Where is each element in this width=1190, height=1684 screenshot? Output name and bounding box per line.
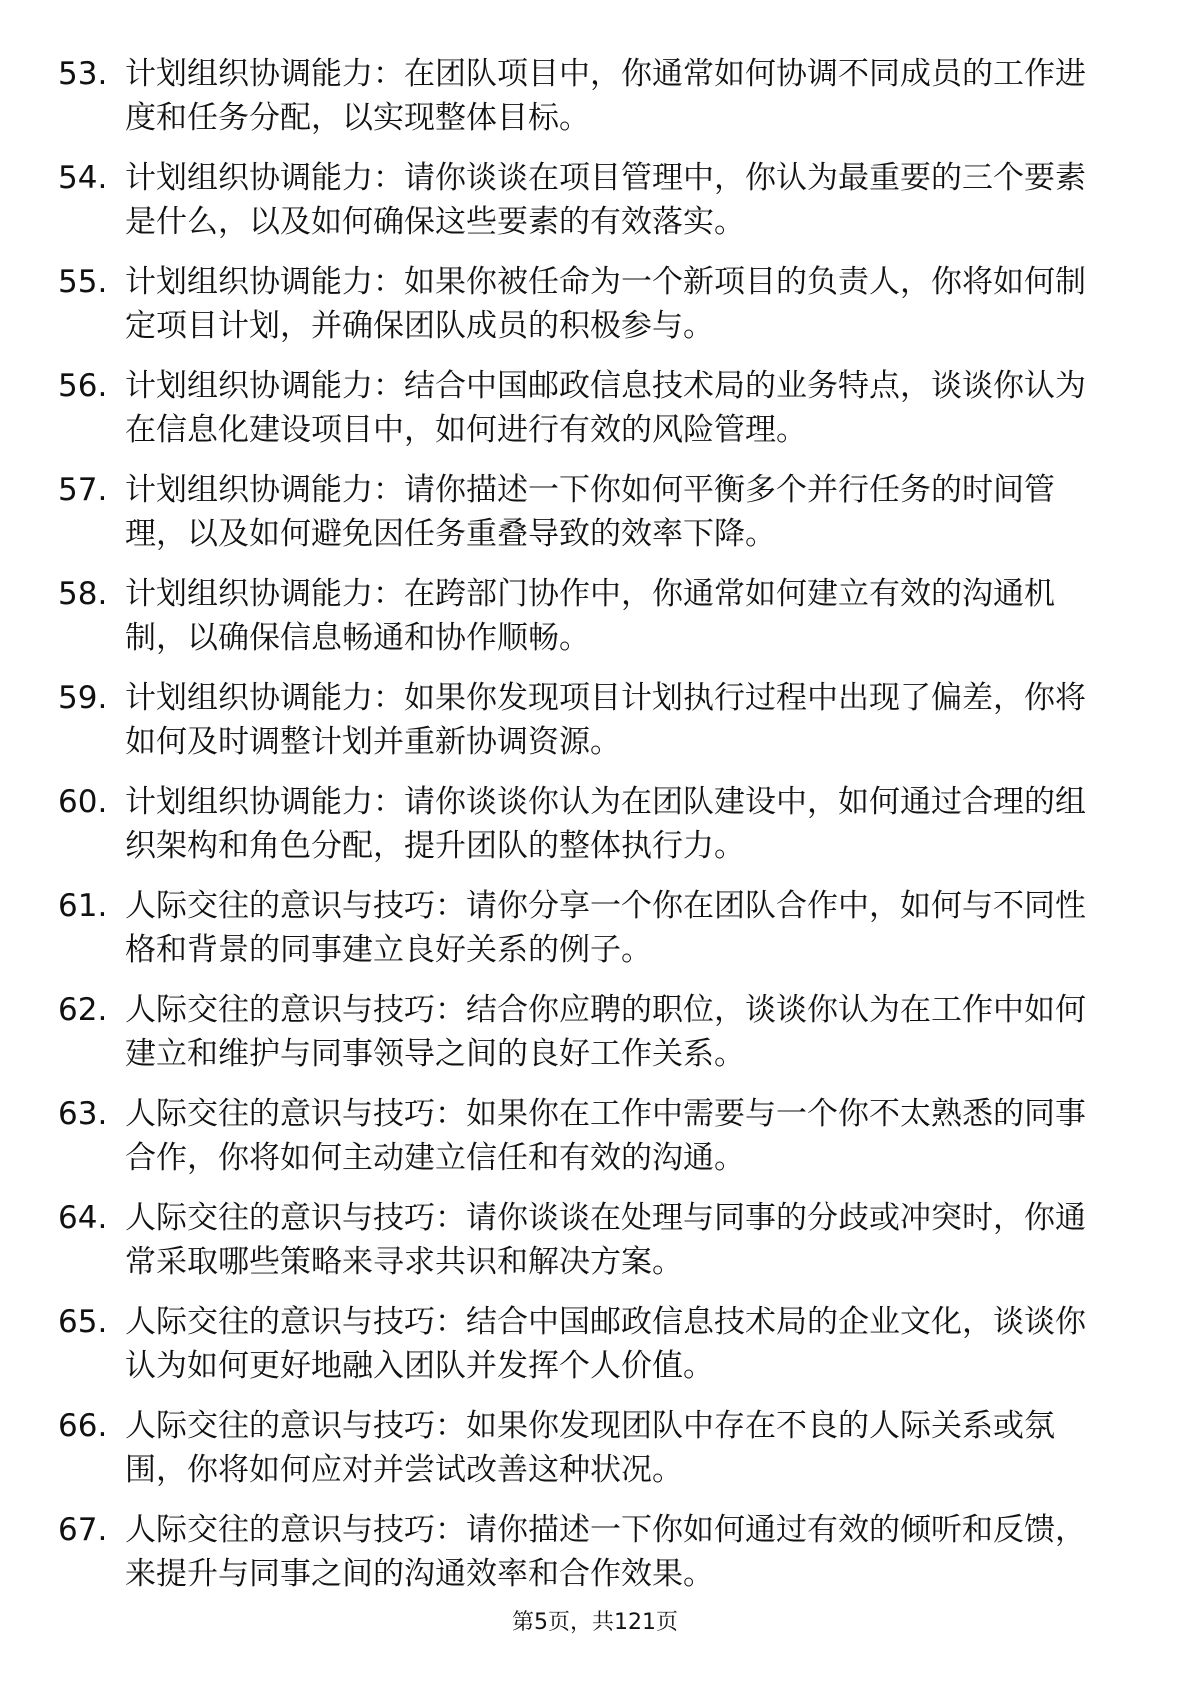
question-number: 64. [58, 1200, 108, 1236]
question-item [58, 988, 1098, 1092]
question-number: 54. [58, 160, 108, 196]
question-text: 人际交往的意识与技巧：如果你在工作中需要与一个你不太熟悉的同事合作，你将如何主动建立信任和有效的沟通。 [125, 1096, 1086, 1176]
question-item [58, 884, 1098, 988]
question-number: 59. [58, 680, 108, 716]
question-number: 57. [58, 472, 108, 508]
question-text: 人际交往的意识与技巧：请你分享一个你在团队合作中，如何与不同性格和背景的同事建立良好关系的例子。 [125, 888, 1086, 968]
question-text: 人际交往的意识与技巧：结合中国邮政信息技术局的企业文化，谈谈你认为如何更好地融入团队并发挥个人价值。 [125, 1304, 1086, 1384]
question-text: 计划组织协调能力：请你描述一下你如何平衡多个并行任务的时间管理，以及如何避免因任务重叠导致的效率下降。 [125, 472, 1055, 552]
page-footer [0, 1608, 1190, 1638]
question-item [58, 676, 1098, 780]
question-item [58, 52, 1098, 156]
question-text: 计划组织协调能力：在团队项目中，你通常如何协调不同成员的工作进度和任务分配，以实现整体目标。 [125, 56, 1086, 136]
question-number: 60. [58, 784, 108, 820]
question-item [58, 260, 1098, 364]
question-text: 人际交往的意识与技巧：请你描述一下你如何通过有效的倾听和反馈，来提升与同事之间的沟通效率和合作效果。 [125, 1512, 1086, 1592]
question-number: 58. [58, 576, 108, 612]
page-number: 第5页，共121页 [512, 1610, 678, 1635]
question-text: 计划组织协调能力：在跨部门协作中，你通常如何建立有效的沟通机制，以确保信息畅通和协作顺畅。 [125, 576, 1055, 656]
question-text: 人际交往的意识与技巧：如果你发现团队中存在不良的人际关系或氛围，你将如何应对并尝试改善这种状况。 [125, 1408, 1055, 1488]
question-item [58, 1508, 1098, 1612]
question-number: 67. [58, 1512, 108, 1548]
question-number: 55. [58, 264, 108, 300]
question-text: 计划组织协调能力：如果你被任命为一个新项目的负责人，你将如何制定项目计划，并确保团队成员的积极参与。 [125, 264, 1086, 344]
question-item [58, 1300, 1098, 1404]
question-number: 53. [58, 56, 108, 92]
question-item [58, 1196, 1098, 1300]
question-number: 61. [58, 888, 108, 924]
question-item [58, 468, 1098, 572]
question-item [58, 572, 1098, 676]
question-text: 人际交往的意识与技巧：结合你应聘的职位，谈谈你认为在工作中如何建立和维护与同事领导之间的良好工作关系。 [125, 992, 1086, 1072]
question-text: 计划组织协调能力：请你谈谈你认为在团队建设中，如何通过合理的组织架构和角色分配，提升团队的整体执行力。 [125, 784, 1086, 864]
question-number: 62. [58, 992, 108, 1028]
question-text: 计划组织协调能力：如果你发现项目计划执行过程中出现了偏差，你将如何及时调整计划并重新协调资源。 [125, 680, 1086, 760]
question-item [58, 1092, 1098, 1196]
question-item [58, 156, 1098, 260]
question-text: 计划组织协调能力：结合中国邮政信息技术局的业务特点，谈谈你认为在信息化建设项目中，如何进行有效的风险管理。 [125, 368, 1086, 448]
question-number: 66. [58, 1408, 108, 1444]
question-number: 56. [58, 368, 108, 404]
question-text: 人际交往的意识与技巧：请你谈谈在处理与同事的分歧或冲突时，你通常采取哪些策略来寻求共识和解决方案。 [125, 1200, 1086, 1280]
question-item [58, 364, 1098, 468]
question-number: 65. [58, 1304, 108, 1340]
question-item [58, 1404, 1098, 1508]
question-number: 63. [58, 1096, 108, 1132]
question-item [58, 780, 1098, 884]
question-list [58, 52, 1098, 1612]
question-text: 计划组织协调能力：请你谈谈在项目管理中，你认为最重要的三个要素是什么，以及如何确保这些要素的有效落实。 [125, 160, 1086, 240]
